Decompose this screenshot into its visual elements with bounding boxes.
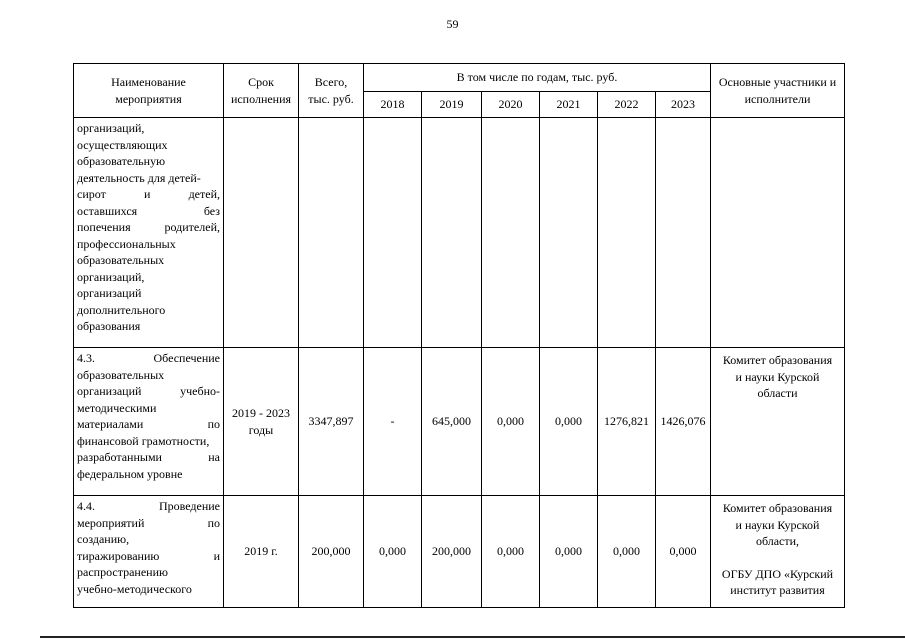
header-term-line: Срок: [248, 75, 274, 89]
page-number: 59: [446, 17, 459, 31]
participant-line: институт развития: [730, 583, 825, 597]
budget-table: [73, 63, 845, 608]
row-value: [598, 118, 656, 348]
row-value: [540, 118, 598, 348]
row-participants: [711, 496, 845, 608]
header-year: 2022: [598, 92, 656, 118]
row-value-2023: 0,000: [656, 496, 711, 608]
row-value: [482, 118, 540, 348]
participant-line: Комитет образования: [722, 353, 833, 367]
row-value: [364, 118, 422, 348]
row-name-line: сирот и детей,: [77, 187, 220, 201]
row-term-line: 2019 - 2023: [232, 406, 290, 420]
row-value-2020: 0,000: [482, 348, 540, 496]
row-term-line: годы: [248, 422, 274, 437]
row-name-line: методическими: [77, 400, 157, 415]
row-name-line: оставшихся без: [77, 203, 220, 218]
table-row: [74, 118, 845, 348]
participant-spacer: [713, 550, 842, 566]
row-name-line: профессиональных: [77, 236, 176, 251]
participant-line: и науки Курской: [735, 517, 820, 532]
table-row: [74, 496, 845, 608]
row-name-line: созданию,: [77, 532, 130, 546]
header-name-line: Наименование: [111, 75, 186, 89]
row-value-2018: -: [364, 348, 422, 496]
bottom-rule: [40, 636, 905, 638]
row-name: [74, 118, 224, 348]
header-participants-line: Основные участники и: [718, 75, 837, 89]
row-value-2022: 1276,821: [598, 348, 656, 496]
row-name-line: 4.3. Обеспечение: [77, 351, 220, 365]
participant-line: области,: [755, 534, 800, 548]
row-name-line: распространению: [77, 565, 168, 579]
row-term: [224, 118, 299, 348]
row-value-2021: 0,000: [540, 348, 598, 496]
header-total: [299, 64, 364, 118]
header-years-group: В том числе по годам, тыс. руб.: [364, 64, 711, 92]
header-participants-line: исполнители: [744, 91, 811, 106]
row-value-2023: 1426,076: [656, 348, 711, 496]
row-term: [224, 348, 299, 496]
header-year: 2021: [540, 92, 598, 118]
row-value: [656, 118, 711, 348]
row-name-line: организаций,: [77, 269, 145, 284]
header-term: [224, 64, 299, 118]
header-year: 2018: [364, 92, 422, 118]
row-participants: [711, 118, 845, 348]
header-term-line: исполнения: [230, 91, 292, 106]
header-name: [74, 64, 224, 118]
row-name-line: 4.4. Проведение: [77, 499, 220, 513]
header-year: 2023: [656, 92, 711, 118]
header-total-line: тыс. руб.: [308, 91, 354, 106]
row-name-line: федеральном уровне: [77, 466, 183, 481]
participant-line: Комитет образования: [722, 501, 833, 515]
table-row: [74, 348, 845, 496]
participant-line: и науки Курской: [735, 369, 820, 384]
row-name-line: образования: [77, 319, 141, 333]
row-name-line: разработанными на: [77, 450, 220, 464]
row-value-2019: 645,000: [422, 348, 482, 496]
row-name-line: образовательных: [77, 367, 165, 382]
row-total: [299, 118, 364, 348]
row-term-line: 2019 г.: [244, 544, 278, 559]
row-name-line: тиражированию и: [77, 548, 220, 563]
row-name-line: организаций учебно-: [77, 384, 220, 398]
row-name: [74, 348, 224, 496]
participant-line: ОГБУ ДПО «Курский: [721, 566, 834, 581]
row-value-2020: 0,000: [482, 496, 540, 608]
row-name-line: дополнительного: [77, 302, 166, 317]
row-name-line: финансовой грамотности,: [77, 433, 210, 448]
header-name-line: мероприятия: [115, 91, 182, 106]
row-name-line: учебно-методического: [77, 581, 192, 596]
header-year: 2020: [482, 92, 540, 118]
row-name: [74, 496, 224, 608]
row-total: 200,000: [299, 496, 364, 608]
row-name-line: попечения родителей,: [77, 220, 220, 234]
header-year: 2019: [422, 92, 482, 118]
row-term: [224, 496, 299, 608]
header-participants: [711, 64, 845, 118]
row-name-line: образовательных: [77, 253, 165, 267]
row-participants: [711, 348, 845, 496]
row-name-line: мероприятий по: [77, 515, 220, 530]
row-total: 3347,897: [299, 348, 364, 496]
row-name-line: деятельность для детей-: [77, 170, 201, 185]
participant-line: области: [757, 386, 798, 400]
row-value-2022: 0,000: [598, 496, 656, 608]
row-value-2021: 0,000: [540, 496, 598, 608]
row-name-line: организаций: [77, 286, 142, 300]
row-name-line: организаций,: [77, 121, 145, 135]
row-value-2018: 0,000: [364, 496, 422, 608]
row-value: [422, 118, 482, 348]
row-name-line: осуществляющих: [77, 137, 168, 152]
row-name-line: материалами по: [77, 417, 220, 431]
row-value-2019: 200,000: [422, 496, 482, 608]
header-total-line: Всего,: [314, 75, 348, 89]
row-name-line: образовательную: [77, 154, 166, 168]
